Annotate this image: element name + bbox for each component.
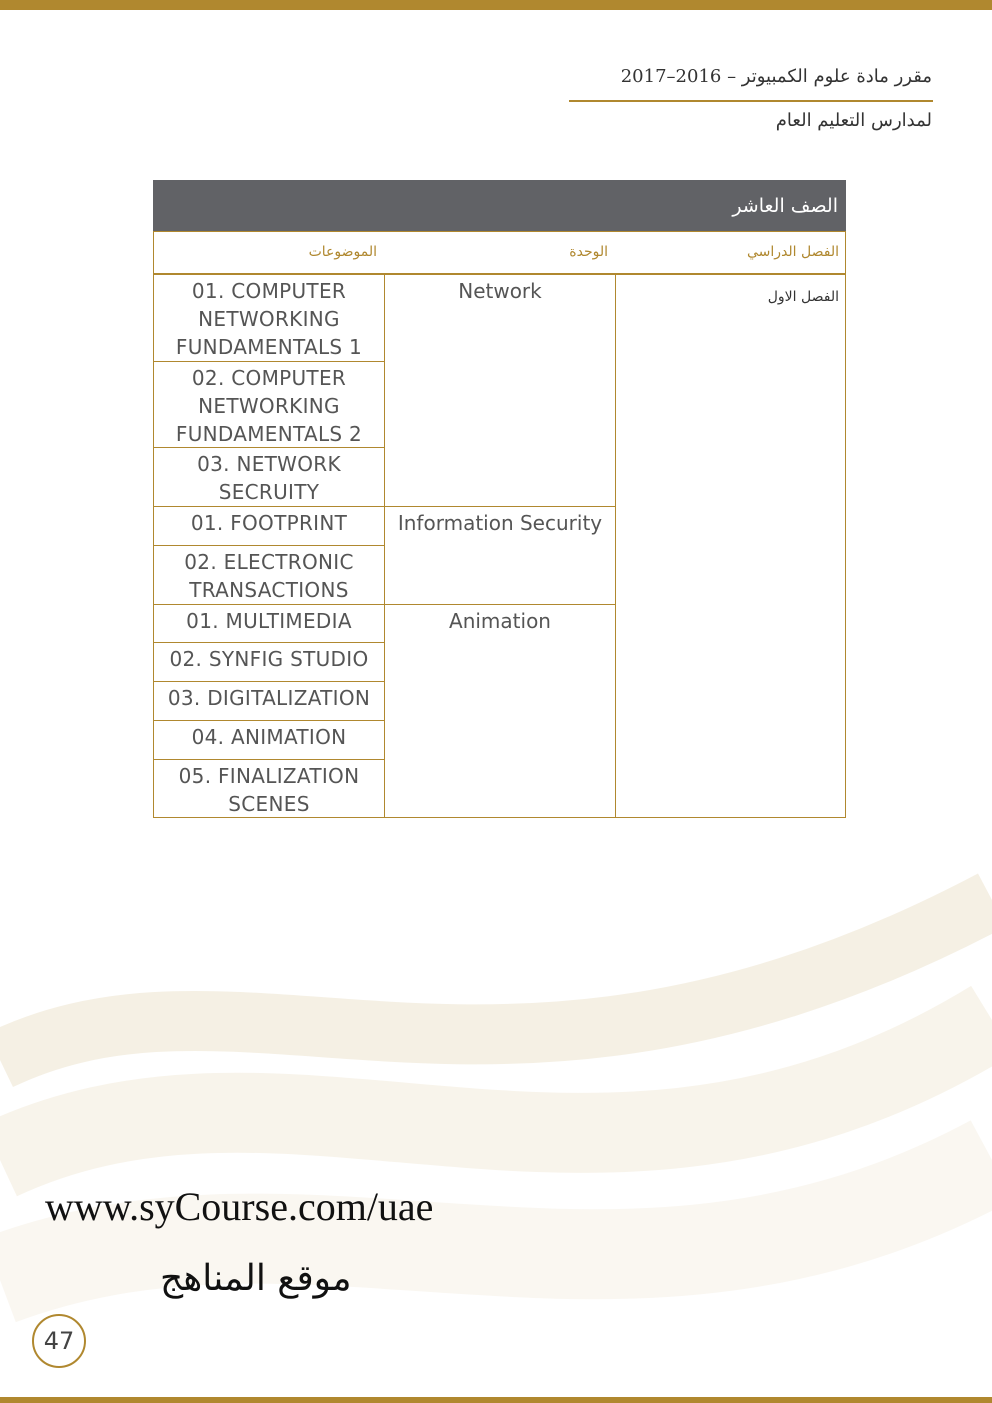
course-title: مقرر مادة علوم الكمبيوتر – 2016–2017 bbox=[620, 66, 932, 87]
grade-header: الصف العاشر bbox=[153, 180, 846, 231]
table-row: 02. SYNFIG STUDIO bbox=[153, 642, 385, 682]
curriculum-table bbox=[153, 231, 846, 818]
table-row: 04. ANIMATION bbox=[153, 720, 385, 760]
bottom-border bbox=[0, 1397, 992, 1403]
site-name: موقع المناهج bbox=[160, 1258, 352, 1299]
course-subtitle: لمدارس التعليم العام bbox=[775, 110, 932, 131]
header-divider bbox=[569, 100, 933, 102]
table-row: 01. FOOTPRINT bbox=[153, 506, 385, 546]
page-number: 47 bbox=[32, 1314, 86, 1368]
column-header-topics: الموضوعات bbox=[308, 244, 377, 260]
unit-cell-information-security: Information Security bbox=[384, 506, 616, 605]
unit-cell-animation: Animation bbox=[384, 604, 616, 818]
table-row: 05. FINALIZATION SCENES bbox=[153, 759, 385, 818]
table-row: 03. NETWORK SECRUITY bbox=[153, 447, 385, 507]
column-header-term: الفصل الدراسي bbox=[747, 244, 839, 260]
website-url: www.syCourse.com/uae bbox=[45, 1184, 434, 1229]
table-row: 02. ELECTRONIC TRANSACTIONS bbox=[153, 545, 385, 605]
table-header-row bbox=[153, 231, 846, 274]
term-cell: الفصل الاول bbox=[615, 274, 846, 818]
unit-cell-network: Network bbox=[384, 274, 616, 507]
table-row: 02. COMPUTER NETWORKING FUNDAMENTALS 2 bbox=[153, 361, 385, 448]
top-border bbox=[0, 0, 992, 10]
table-row: 01. COMPUTER NETWORKING FUNDAMENTALS 1 bbox=[153, 274, 385, 362]
table-row: 03. DIGITALIZATION bbox=[153, 681, 385, 721]
table-row: 01. MULTIMEDIA bbox=[153, 604, 385, 643]
column-header-unit: الوحدة bbox=[569, 244, 608, 260]
